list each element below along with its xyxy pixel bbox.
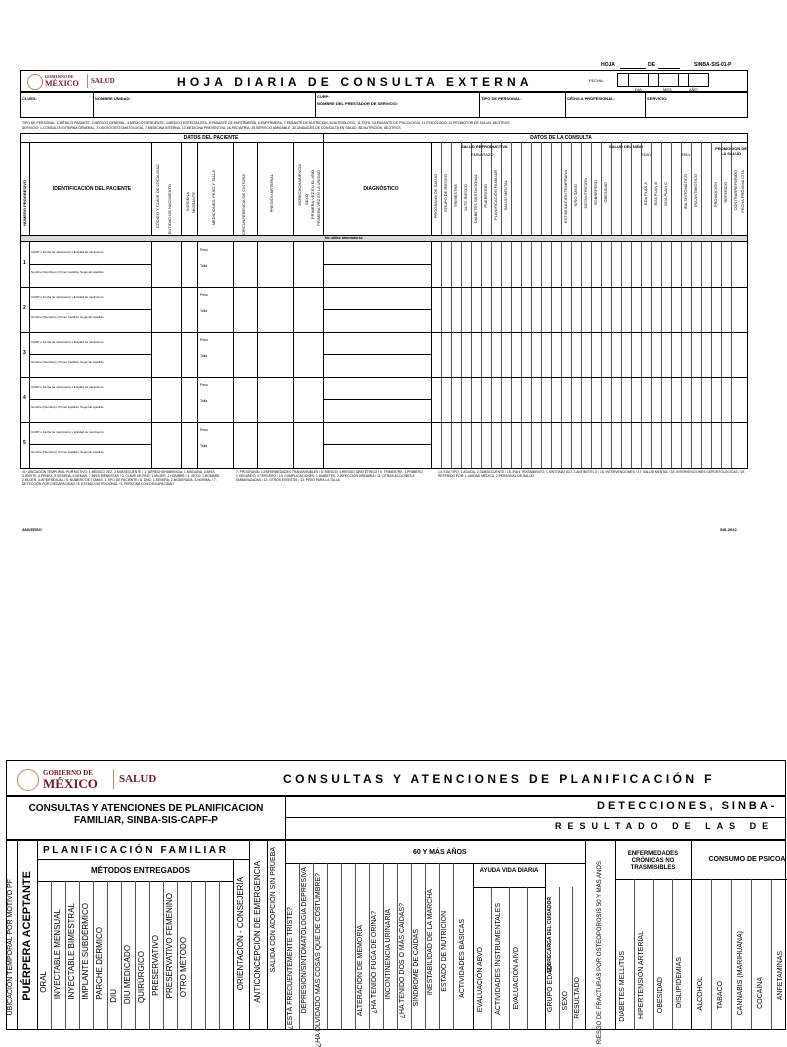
col-nino-sano: NIÑO SANO (573, 184, 578, 207)
col-desnutricion: DESNUTRICIÓN (583, 178, 588, 209)
col-oral: ORAL (39, 971, 48, 993)
col-eda-a: EDA PLAN A (643, 182, 648, 206)
col-ira-antib: IRA ANTIBIÓTICO (693, 174, 698, 207)
col-alteracion-memoria: ALTERACIÓN DE MEMORIA (357, 925, 364, 1017)
iras-header: IRA's (681, 152, 691, 157)
enf-cronicas-header: ENFERMEDADES CRÓNICAS NO TRASMISIBLES (627, 851, 679, 871)
col-grupo-edad: GRUPO EDAD (547, 965, 554, 1013)
col-trimestre: TRIMESTRE (453, 184, 458, 208)
page-2-sheet (0, 760, 786, 1047)
col-fecha-cita: FECHA PRÓXIMA CITA (740, 170, 745, 213)
datos-consulta-header: DATOS DE LA CONSULTA (530, 135, 592, 141)
row-talla: Talla (200, 354, 208, 358)
info-row (20, 92, 748, 118)
col-olvidado: ¿HA OLVIDADO MÁS COSAS QUE DE COSTUMBRE? (315, 873, 322, 1047)
logo-salud: SALUD (119, 773, 157, 785)
embarazo-header: EMBARAZO (471, 152, 494, 157)
sobrecarga-header: SOBRECARGA DEL CUIDADOR (547, 897, 553, 973)
detecciones-title: DETECCIONES, SINBA- (597, 800, 778, 812)
col-riesgo-fracturas: RIESGO DE FRACTURAS POR OSTEOPOROSIS 50 Y MÁS AÑOS (597, 861, 603, 1045)
clues-label: CLUES: (22, 96, 37, 101)
col-identificacion: IDENTIFICACIÓN DEL PACIENTE (52, 186, 132, 192)
tipo-personal-label: TIPO DE PERSONAL: (481, 96, 522, 101)
row-curp-hint: CURP o Fecha de nacimiento y Entidad de nacimiento (31, 250, 104, 254)
no-abreviaturas-hint: No utilice abreviaturas (325, 236, 363, 240)
col-numero-progresivo: NÚMERO PROGRESIVO (22, 180, 27, 226)
col-triste: ¿ESTÁ FRECUENTEMENTE TRISTE? (287, 907, 294, 1030)
col-puerpera-aceptante: PUÉRPERA ACEPTANTE (21, 871, 33, 1001)
page1-title: HOJA DIARIA DE CONSULTA EXTERNA (177, 75, 533, 89)
footnotes-left: 01* UBICACIÓN TEMPORAL POR MOTIVO: 1.MÉDICO VEZ, 2.SUBSECUENTE / 1. DERECHOHABIENCIA: 1.NINGUNA, 2.IMSS, 3.ISSSTE, 4.PEMEX, 5.SEDENA, 6.SEMAR, 7.IMSS BIENESTAR / 3. CLAVE DE PAÍS: 1.MUJER, 2.HOMBRE / 4. SEXO: 1.HOMBRE, 2.MUJER, 3.INTERSEXUAL / 5. NÚMERO DE TOMAS: 1.TIPO DE PACIENTE / 6. DNC: 1.SEVERA, 2.MODERADA, 3.NORMAL / 7. DETECCIÓN POR DISCAPACIDAD / 8. ESTADO NUTRICIONAL / 9. PERSONA CON DISCAPACIDAD (22, 470, 221, 486)
col-orientacion: ORIENTACIÓN - CONSEJERÍA (236, 877, 245, 991)
col-evaluacion-aivd: EVALUACIÓN AIVD (513, 947, 520, 1010)
metodos-header: MÉTODOS ENTREGADOS (91, 866, 190, 875)
form-code: SINBA-SIS-01-P (694, 62, 732, 68)
row-peso: Peso (200, 383, 208, 387)
col-indigena: INDÍGENA (185, 192, 190, 212)
col-actividades-basicas: ACTIVIDADES BÁSICAS (459, 919, 466, 998)
col-inestabilidad: INESTABILIDAD DE LA MARCHA (427, 889, 434, 996)
col-otro-metodo: OTRO MÉTODO (179, 937, 188, 998)
col-localidad: CÓDIGO Y CLAVE DE LOCALIDAD (155, 164, 160, 229)
main-grid (20, 133, 748, 469)
coat-of-arms-icon (27, 74, 43, 90)
patient-row[interactable] (21, 332, 747, 378)
col-diu-medicado: DIU MEDICADO (123, 945, 132, 1005)
col-promocion: PROMOCIÓN (713, 182, 718, 208)
logo-mexico: MÉXICO (45, 79, 79, 88)
curp-label: CURP: (317, 94, 330, 99)
patient-row[interactable] (21, 287, 747, 333)
col-inyectable-bimestral: INYECTABLE BIMESTRAL (67, 903, 76, 1000)
col-diabetes-gest: DIABETES GESTACIONAL (473, 174, 478, 224)
row-peso: Peso (200, 248, 208, 252)
col-peso-talla: MEDICIONES: PESO Y TALLA (211, 170, 216, 226)
promocion-header: PROMOCIÓN DE LA SALUD (715, 146, 747, 156)
row-number: 2 (23, 305, 26, 311)
row-curp-hint: CURP o Fecha de nacimiento y Entidad de nacimiento (31, 385, 104, 389)
row-talla: Talla (200, 264, 208, 268)
servicio-label: SERVICIO: (647, 96, 668, 101)
col-salida-adopcion: SALIDA CON ADOPCIÓN SIN PRUEBA (270, 847, 277, 973)
planificacion-header: PLANIFICACIÓN FAMILIAR (43, 845, 229, 856)
col-obesidad: OBESIDAD (603, 182, 608, 203)
col-planificacion: PLANIFICACIÓN FAMILIAR (493, 170, 498, 221)
row-name-hint: Nombre (Nombres), Primer Apellido, Segundo Apellido (31, 450, 104, 454)
nombre-prestador-label: NOMBRE DEL PRESTADOR DE SERVICIO: (317, 101, 398, 106)
col-implante: IMPLANTE SUBDÉRMICO (81, 903, 90, 1000)
row-peso: Peso (200, 338, 208, 342)
col-cocaina: COCAÍNA (757, 977, 764, 1009)
col-cintura: CIRCUNFERENCIA DE CINTURA (241, 174, 246, 236)
row-talla: Talla (200, 399, 208, 403)
row-number: 3 (23, 350, 26, 356)
nombre-unidad-label: NOMBRE UNIDAD: (95, 96, 131, 101)
col-entidad: ENTIDAD DE NACIMIENTO (167, 184, 172, 235)
col-puerperio: PUERPERIO (483, 184, 488, 208)
row-number: 1 (23, 260, 26, 266)
row-name-hint: Nombre (Nombres), Primer Apellido, Segundo Apellido (31, 405, 104, 409)
col-cannabis: CANNABIS (MARIHUANA) (737, 931, 744, 1016)
col-quirurgico: QUIRÚRGICO (137, 951, 146, 1003)
row-number: 5 (23, 440, 26, 446)
resultado-title: RESULTADO DE LAS DE (555, 821, 775, 831)
col-diagnostico: DIAGNÓSTICO (363, 186, 399, 192)
col-programa: PROGRAMA DE SALUD (433, 174, 438, 219)
col-migrante: MIGRANTE (191, 192, 196, 214)
salud-reproductiva-header: SALUD REPRODUCTIVA (461, 144, 508, 149)
col-hipertension: HIPERTENSIÓN ARTERIAL (638, 931, 645, 1020)
servicio-note: SERVICIO: 1.CONSULTA EXTERNA GENERAL, 3.ODONTOESTOMATOLOGÍA, 7.MEDICINA INTERNA, 13.MEDICINA PREVENTIVA, 16.PEDIATRÍA, 25.SERVICIO AMIGABLE, 30.UNIDADES DE CONSULTA EN SALUD, 88.NUTRICIÓN, 88.OTROS (22, 126, 401, 130)
col-diabetes: DIABETES MELLITUS (619, 951, 626, 1022)
page1-header-band (20, 70, 748, 92)
fecha-mes: MES (663, 87, 672, 92)
col-tabaco: TABACO (717, 981, 724, 1010)
col-evaluacion-abvd: EVALUACIÓN ABVD (477, 947, 484, 1013)
ayuda-vida-diaria-header: AYUDA VIDA DIARIA (479, 868, 539, 874)
col-eda-b: EDA PLAN B (653, 182, 658, 206)
anverso-label: ANVERSO (22, 527, 42, 532)
col-depresion: DEPRESIÓN/SINTOMATOLOGÍA DEPRESIVA (301, 867, 308, 1014)
col-sindrome-caidas: SÍNDROME DE CAÍDAS (413, 929, 420, 1007)
sesenta-header: 60 Y MÁS AÑOS (413, 849, 467, 856)
col-parche: PARCHE DÉRMICO (95, 927, 104, 1000)
logo-gobierno: GOBIERNO DE (45, 74, 74, 79)
col-estado-nutricion: ESTADO DE NUTRICIÓN (441, 911, 448, 992)
coat-of-arms-icon (17, 769, 39, 791)
row-name-hint: Nombre (Nombres), Primer Apellido, Segundo Apellido (31, 270, 104, 274)
row-talla: Talla (200, 444, 208, 448)
footnotes-mid: 7. PROGRAMA: 1.ENFERMEDADES TRANSMISIBLES / 8. RIESGO: 1.RIESGO OBSTÉTRICO / 9. TRIMESTRE: 1.PRIMERO, 2.SEGUNDO, 3.TERCERO / 10. COMPLICACIONES: 1.DIABETES, 2.INFECCIÓN URINARIA / 11. OTRAS ACCIONES A EMBARAZADAS / 12. OTROS EVENTOS / 13. PESO PARA LA TALLA (236, 470, 424, 482)
sis-year: SIS-2022 (720, 527, 737, 532)
cedula-label: CÉDULA PROFESIONAL: (567, 96, 615, 101)
row-name-hint: Nombre (Nombres), Primer Apellido, Segundo Apellido (31, 360, 104, 364)
page2-header-band (6, 760, 786, 796)
fecha-label: FECHA: (589, 78, 604, 83)
col-obesidad: OBESIDAD (657, 977, 664, 1014)
tipo-personal-note: TIPO DE PERSONAL: 1.MÉDICO PASANTE, 2.MÉDICO GENERAL, 3.MÉDICO RESIDENTE, 4.MÉDICO ESPECIALISTA, 5.PASANTE DE ENFERMERÍA, 6.ENFERMERA, 7.PASANTE DE NUTRICIÓN, 8.NUTRIÓLOGO, 11.TAPS, 10.PASANTE DE PSICOLOGÍA, 11.PSICÓLOGO, 12.PROMOTOR DE SALUD, 88.OTROS (22, 121, 510, 125)
datos-paciente-header: DATOS DEL PACIENTE (183, 135, 239, 141)
row-peso: Peso (200, 428, 208, 432)
consumo-header: CONSUMO DE PSICOA (708, 856, 786, 863)
col-fuga-orina: ¿HA TENIDO FUGA DE ORINA? (371, 911, 378, 1014)
col-referido: REFERIDO (723, 182, 728, 203)
col-diu: DIU (109, 989, 118, 1003)
de-label: DE (648, 62, 655, 68)
col-resultado: RESULTADO (574, 977, 581, 1019)
col-grupo-riesgo: GRUPO DE RIESGO (443, 174, 448, 213)
logo-gobierno: GOBIERNO DE (43, 769, 93, 777)
col-presion: PRESIÓN ARTERIAL (269, 174, 274, 213)
page2-subheader (6, 796, 786, 840)
fecha-input[interactable] (617, 73, 709, 87)
page2-grid (6, 840, 786, 1047)
col-ira-sint: IRA SINTOMÁTICO (683, 174, 688, 210)
col-derechohabiencia: DERECHOHABIENCIA (297, 164, 302, 206)
logo-salud: SALUD (91, 77, 115, 85)
patient-row[interactable] (21, 422, 747, 468)
fecha-anio: AÑO (689, 87, 698, 92)
row-number: 4 (23, 395, 26, 401)
salud-nino-header: SALUD DEL NIÑO (609, 144, 643, 149)
capf-title: CONSULTAS Y ATENCIONES DE PLANIFICACION FAMILIAR, SINBA-SIS-CAPF-P (28, 803, 264, 826)
row-curp-hint: CURP o Fecha de nacimiento y Entidad de nacimiento (31, 340, 104, 344)
col-sobrepeso: SOBREPESO (593, 180, 598, 206)
col-contrarreferido: CONTRARREFERIDO (733, 170, 738, 211)
col-ubicacion-pf: UBICACIÓN TEMPORAL POR MOTIVO PF (7, 879, 14, 1016)
col-caidas: ¿HA TENIDO DOS O MÁS CAÍDAS? (399, 903, 406, 1019)
col-salud-mental: SALUD MENTAL (503, 180, 508, 211)
fecha-dia: DÍA (635, 87, 642, 92)
logo-mexico: MÉXICO (43, 776, 98, 791)
row-talla: Talla (200, 309, 208, 313)
col-estimulacion: ESTIMULACIÓN TEMPRANA (563, 170, 568, 224)
col-sexo: SEXO (562, 991, 569, 1011)
footnotes-right: 14. EDA TIPO: 1.AGUDA, 2.SUBSECUENTE / 15. IRA's TRATAMIENTO: 1.SINTOMÁTICO, 2.ANTIBIÓTICO / 16. INTERVENCIONES / 17. SALUD MENTAL / 18. INTERVENCIONES GERONTOLÓGICAS / 19. REFERIDO POR: 1.UNIDAD MÉDICA, 2.PERSONAL DE SALUD (438, 470, 745, 478)
patient-row[interactable] (21, 377, 747, 423)
hoja-label: HOJA (601, 62, 615, 68)
col-alto-riesgo: ALTO RIESGO (463, 184, 468, 211)
col-preservativo-femenino: PRESERVATIVO FEMENINO (165, 893, 174, 999)
col-anfetaminas: ANFETAMINAS (777, 951, 784, 1001)
col-anticoncepcion-emergencia: ANTICONCEPCIÓN DE EMERGENCIA (253, 861, 262, 1003)
col-inyectable-mensual: INYECTABLE MENSUAL (53, 909, 62, 1000)
col-dislipidemias: DISLIPIDEMIAS (676, 957, 683, 1008)
patient-row[interactable] (21, 242, 747, 288)
edas-header: EDA's (641, 152, 652, 157)
row-curp-hint: CURP o Fecha de nacimiento y Entidad de nacimiento (31, 430, 104, 434)
row-name-hint: Nombre (Nombres), Primer Apellido, Segundo Apellido (31, 315, 104, 319)
col-alcohol: ALCOHOL (697, 977, 704, 1011)
row-peso: Peso (200, 293, 208, 297)
col-preservativo: PRESERVATIVO (151, 935, 160, 996)
row-curp-hint: CURP o Fecha de nacimiento y Entidad de nacimiento (31, 295, 104, 299)
col-primera-vez-anio: PRIMERA VEZ EN EL AÑO (310, 170, 315, 219)
col-sexo: SEXO (304, 194, 309, 206)
col-primera-vez-unidad: PRIMERA VEZ EN LA UNIDAD (316, 170, 321, 226)
col-eda-c: EDA PLAN C (663, 182, 668, 206)
col-actividades-instrumentales: ACTIVIDADES INSTRUMENTALES (495, 903, 502, 1015)
col-incontinencia: INCONTINENCIA URINARIA (385, 909, 392, 1000)
page2-title: CONSULTAS Y ATENCIONES DE PLANIFICACIÓN F (283, 772, 715, 786)
